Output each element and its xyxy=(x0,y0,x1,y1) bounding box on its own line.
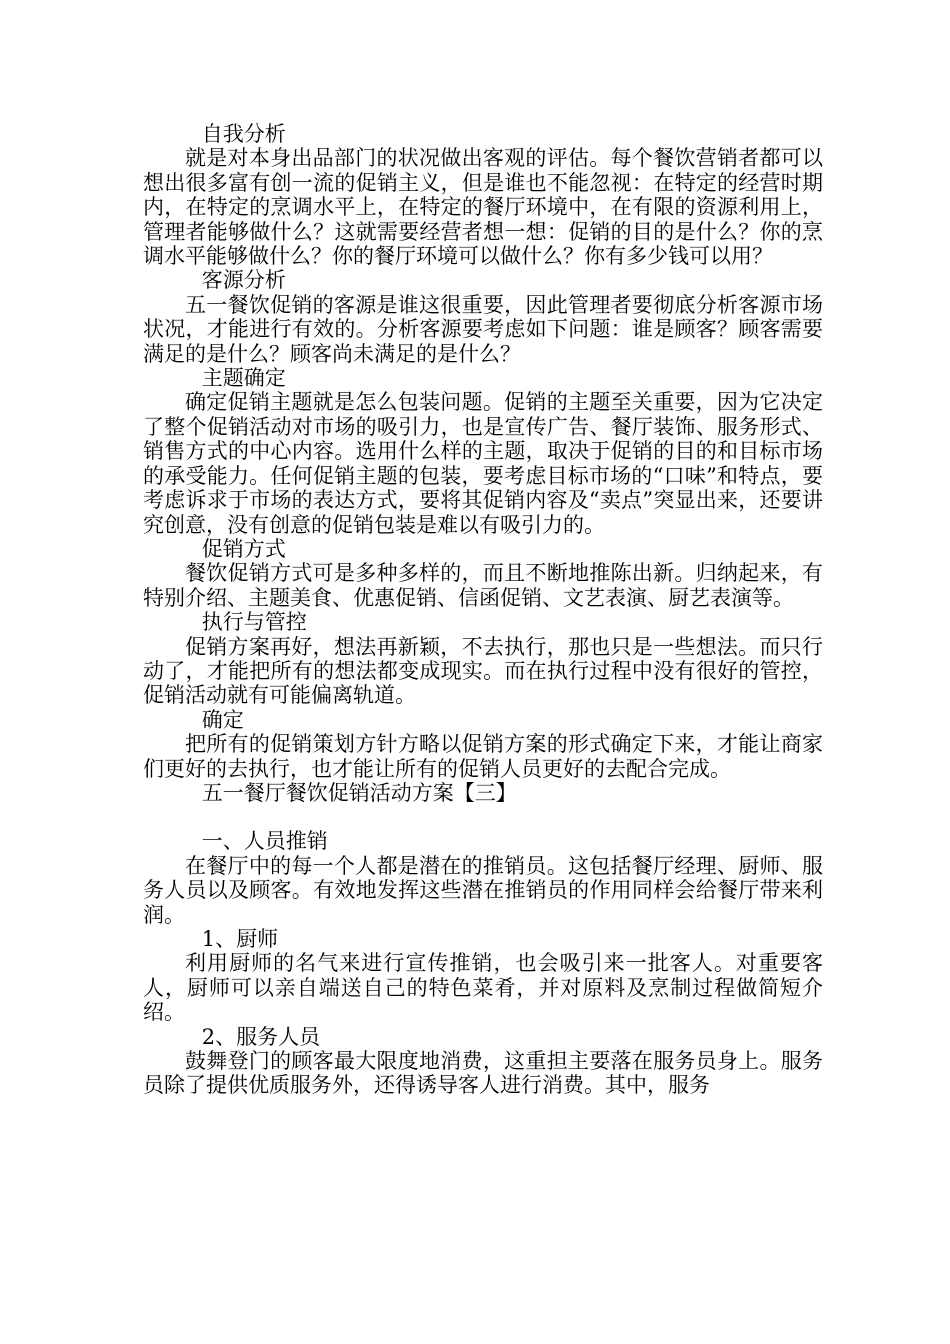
body-paragraph: 利用厨师的名气来进行宣传推销，也会吸引来一批客人。对重要客人，厨师可以亲自端送自己的特色菜肴，并对原料及烹制过程做简短介绍。 xyxy=(143,951,823,1025)
section-heading: 客源分析 xyxy=(201,268,286,293)
section-heading: 执行与管控 xyxy=(201,610,307,635)
section-heading: 促销方式 xyxy=(201,536,286,561)
body-paragraph: 在餐厅中的每一个人都是潜在的推销员。这包括餐厅经理、厨师、服务人员以及顾客。有效地发挥这些潜在推销员的作用同样会给餐厅带来利润。 xyxy=(143,853,823,927)
blank-line xyxy=(143,805,823,829)
section-heading: 自我分析 xyxy=(201,122,286,146)
section-heading: 主题确定 xyxy=(201,366,286,391)
body-paragraph: 把所有的促销策划方针方略以促销方案的形式确定下来，才能让商家们更好的去执行，也才能让所有的促销人员更好的去配合完成。 xyxy=(143,732,823,781)
document-body xyxy=(143,122,823,1098)
section-heading: 确定 xyxy=(201,707,244,732)
body-paragraph: 餐饮促销方式可是多种多样的，而且不断地推陈出新。归纳起来，有特别介绍、主题美食、优惠促销、信函促销、文艺表演、厨艺表演等。 xyxy=(143,561,823,610)
body-paragraph: 五一餐饮促销的客源是谁这很重要，因此管理者要彻底分析客源市场状况，才能进行有效的。分析客源要考虑如下问题：谁是顾客？顾客需要满足的是什么？顾客尚未满足的是什么？ xyxy=(143,292,823,366)
section-heading: 一、人员推销 xyxy=(201,829,328,854)
plan-title: 五一餐厅餐饮促销活动方案【三】 xyxy=(201,780,517,805)
body-paragraph: 鼓舞登门的顾客最大限度地消费，这重担主要落在服务员身上。服务员除了提供优质服务外，还得诱导客人进行消费。其中，服务 xyxy=(143,1049,823,1098)
body-paragraph: 促销方案再好，想法再新颖，不去执行，那也只是一些想法。而只行动了，才能把所有的想法都变成现实。而在执行过程中没有很好的管控，促销活动就有可能偏离轨道。 xyxy=(143,634,823,708)
section-heading: 1、厨师 xyxy=(201,927,279,951)
body-paragraph: 确定促销主题就是怎么包装问题。促销的主题至关重要，因为它决定了整个促销活动对市场的吸引力，也是宣传广告、餐厅装饰、服务形式、销售方式的中心内容。选用什么样的主题，取决于促销的目的和目标市场的承受能力。任何促销主题的包装，要考虑目标市场的“口味”和特点，要考虑诉求于市场的表达方式，要将其促销内容及“卖点”突显出来，还要讲究创意，没有创意的促销包装是难以有吸引力的。 xyxy=(143,390,823,537)
body-paragraph: 就是对本身出品部门的状况做出客观的评估。每个餐饮营销者都可以想出很多富有创一流的促销主义，但是谁也不能忽视：在特定的经营时期内，在特定的烹调水平上，在特定的餐厅环境中，在有限的资源利用上，管理者能够做什么？这就需要经营者想一想：促销的目的是什么？你的烹调水平能够做什么？你的餐厅环境可以做什么？你有多少钱可以用？ xyxy=(143,146,823,269)
section-heading: 2、服务人员 xyxy=(201,1024,321,1049)
